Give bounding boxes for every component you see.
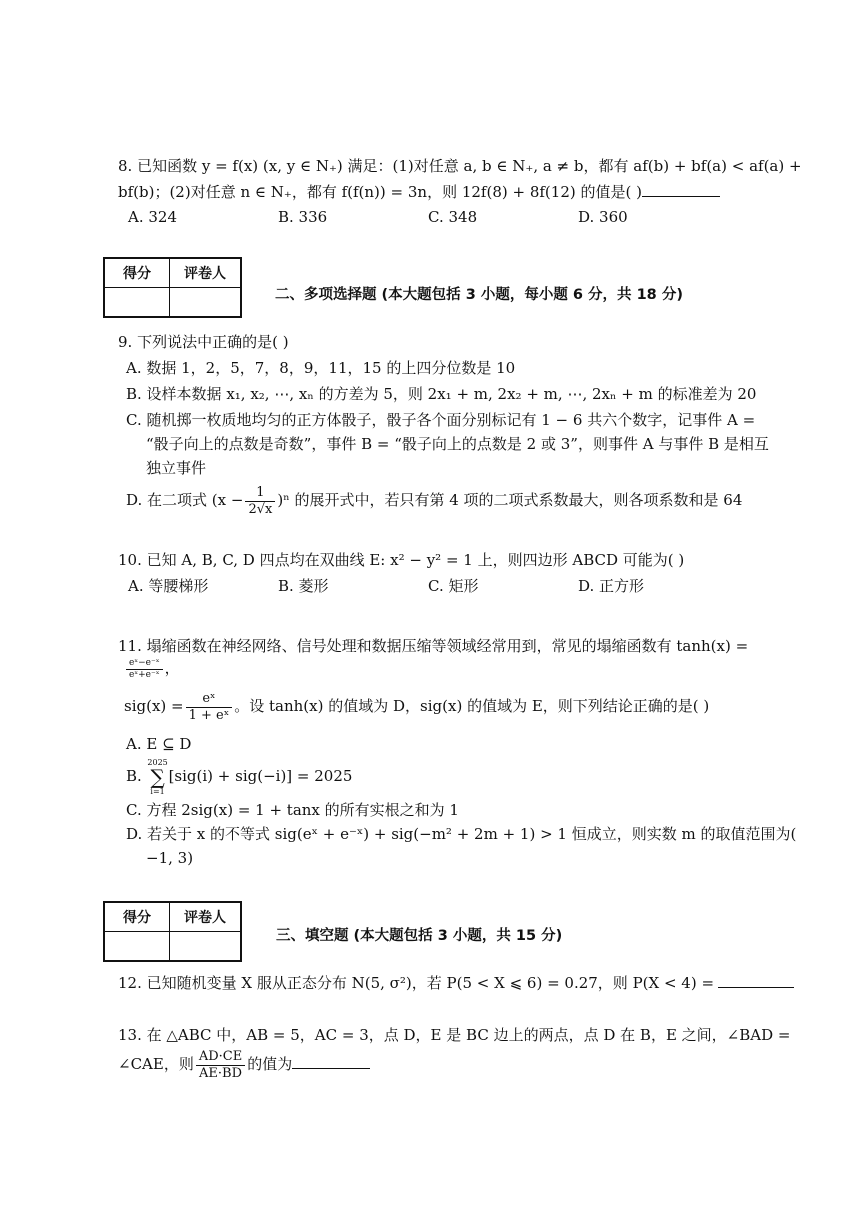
q9-stem: 9. 下列说法中正确的是( ) — [118, 333, 289, 351]
q9-option-c-line1: C. 随机掷一枚质地均匀的正方体骰子，骰子各个面分别标记有 1 − 6 共六个数字，记事件 A = — [126, 411, 756, 429]
q8-line2 — [118, 182, 720, 202]
q9-option-b: B. 设样本数据 x₁, x₂, ⋯, xₙ 的方差为 5，则 2x₁ + m, 2x₂ + m, ⋯, 2xₙ + m 的标准差为 20 — [126, 385, 757, 403]
score-cell — [104, 932, 170, 962]
q10-option-a: A. 等腰梯形 — [128, 577, 209, 595]
q8-option-d: D. 360 — [578, 208, 628, 226]
q13-suffix: 的值为 — [247, 1055, 293, 1073]
q11-option-d-line1: D. 若关于 x 的不等式 sig(eˣ + e⁻ˣ) + sig(−m² + 2m + 1) > 1 恒成立，则实数 m 的取值范围为( — [126, 825, 797, 843]
ratio-fraction — [196, 1049, 245, 1082]
q11-sig-def — [124, 688, 709, 724]
grader-cell — [170, 288, 242, 318]
sigma-icon: ∑ — [150, 765, 165, 789]
q8-option-a: A. 324 — [128, 208, 177, 226]
score-header: 得分 — [104, 258, 170, 288]
score-table — [103, 901, 242, 962]
sum-lower: i=1 — [150, 787, 165, 796]
q8-line2-text: bf(b)；(2)对任意 n ∈ N₊，都有 f(f(n)) = 3n，则 12f(8) + 8f(12) 的值是( ) — [118, 183, 642, 201]
grader-cell — [170, 932, 242, 962]
q11-tanh-def: $\frac{\text{eˣ−e⁻ˣ}}{\text{eˣ+e⁻ˣ}}$ ， — [124, 656, 180, 681]
q9-option-a: A. 数据 1，2，5，7，8，9，11，15 的上四分位数是 10 — [126, 359, 516, 377]
q11-b-label: B. — [126, 767, 142, 785]
sig-fraction — [186, 691, 233, 724]
tanh-denominator: eˣ+e⁻ˣ — [129, 669, 160, 680]
sig-numerator: eˣ — [186, 691, 233, 708]
tanh-numerator: eˣ−e⁻ˣ — [126, 658, 163, 670]
q10-option-d: D. 正方形 — [578, 577, 645, 595]
answer-blank — [292, 1054, 370, 1069]
score-header: 得分 — [104, 902, 170, 932]
q9-d-suffix: )ⁿ 的展开式中，若只有第 4 项的二项式系数最大，则各项系数和是 64 — [277, 491, 743, 509]
q13-line2 — [118, 1046, 370, 1082]
q12-text: 12. 已知随机变量 X 服从正态分布 N(5, σ²)，若 P(5 < X ⩽ 6) = 0.27，则 P(X < 4) = — [118, 974, 715, 992]
tanh-fraction — [126, 658, 163, 681]
section3-title: 三、填空题 (本大题包括 3 小题，共 15 分) — [276, 928, 563, 944]
q8-option-c: C. 348 — [428, 208, 478, 226]
binomial-fraction — [245, 485, 275, 518]
q11-option-c: C. 方程 2sig(x) = 1 + tanx 的所有实根之和为 1 — [126, 801, 459, 819]
fraction-numerator: 1 — [245, 485, 275, 502]
q11-line1: 11. 塌缩函数在神经网络、信号处理和数据压缩等领域经常用到，常见的塌缩函数有 tanh(x) = — [118, 637, 749, 655]
q8-line1: 8. 已知函数 y = f(x) (x, y ∈ N₊) 满足：(1)对任意 a, b ∈ N₊, a ≠ b，都有 af(b) + bf(a) < af(a) + — [118, 157, 802, 175]
q8-option-b: B. 336 — [278, 208, 328, 226]
q9-option-d — [126, 482, 742, 518]
ratio-denominator: AE·BD — [199, 1065, 243, 1081]
grader-header: 评卷人 — [170, 902, 242, 932]
fraction-denominator: 2√x — [248, 501, 273, 517]
q13-line1: 13. 在 △ABC 中，AB = 5，AC = 3，点 D，E 是 BC 边上的两点，点 D 在 B，E 之间，∠BAD = — [118, 1026, 791, 1044]
sig-suffix: 。设 tanh(x) 的值域为 D，sig(x) 的值域为 E，则下列结论正确的是( ) — [234, 697, 710, 715]
q9-d-prefix: D. 在二项式 (x − — [126, 491, 244, 509]
q13-prefix: ∠CAE，则 — [118, 1055, 194, 1073]
q10-option-b: B. 菱形 — [278, 577, 329, 595]
sig-prefix: sig(x) = — [124, 697, 184, 715]
score-table — [103, 257, 242, 318]
q12 — [118, 973, 794, 993]
sig-denominator: 1 + eˣ — [188, 707, 230, 723]
grader-header: 评卷人 — [170, 258, 242, 288]
q11-option-a: A. E ⊆ D — [126, 735, 192, 753]
sum-upper: 2025 — [147, 758, 168, 767]
answer-blank — [642, 182, 720, 197]
section2-title: 二、多项选择题 (本大题包括 3 小题，每小题 6 分，共 18 分) — [275, 287, 683, 303]
score-cell — [104, 288, 170, 318]
q11-b-expression: [sig(i) + sig(−i)] = 2025 — [168, 767, 353, 785]
answer-blank — [718, 973, 794, 988]
q11-option-d-line2: −1, 3) — [146, 849, 194, 867]
ratio-numerator: AD·CE — [196, 1049, 245, 1066]
q10-stem: 10. 已知 A, B, C, D 四点均在双曲线 E: x² − y² = 1 上，则四边形 ABCD 可能为( ) — [118, 551, 685, 569]
q9-option-c-line3: 独立事件 — [146, 459, 207, 477]
q10-option-c: C. 矩形 — [428, 577, 479, 595]
q9-option-c-line2: “骰子向上的点数是奇数”，事件 B = “骰子向上的点数是 2 或 3”，则事件 A 与事件 B 是相互 — [146, 435, 769, 453]
summation-symbol — [147, 758, 169, 796]
q11-option-b — [126, 756, 352, 796]
